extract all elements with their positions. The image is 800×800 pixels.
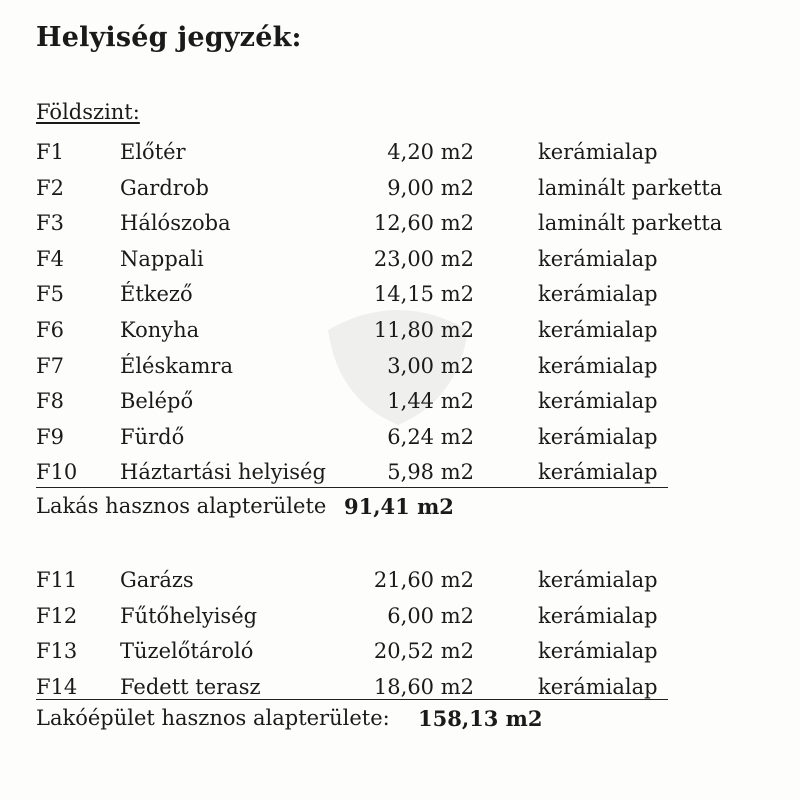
room-area: 18,60 m2 — [373, 674, 474, 699]
room-flooring: kerámialap — [538, 282, 658, 307]
room-code: F5 — [36, 282, 64, 307]
document-title: Helyiség jegyzék: — [36, 22, 302, 53]
building-total-label: Lakóépület hasznos alapterülete: — [36, 706, 390, 730]
room-area: 9,00 m2 — [387, 175, 474, 200]
room-area: 23,00 m2 — [373, 246, 474, 271]
room-name: Belépő — [120, 389, 194, 414]
room-area: 1,44 m2 — [387, 389, 474, 414]
room-name: Éléskamra — [120, 353, 233, 378]
room-flooring: kerámialap — [538, 568, 658, 592]
room-name: Garázs — [120, 568, 194, 592]
subtotal-divider — [36, 487, 668, 488]
room-area: 3,00 m2 — [387, 353, 474, 378]
room-area: 14,15 m2 — [373, 282, 474, 307]
room-row — [0, 600, 800, 636]
room-name: Háztartási helyiség — [120, 460, 326, 485]
room-flooring: kerámialap — [538, 246, 658, 271]
room-row — [0, 635, 800, 671]
room-code: F14 — [36, 674, 78, 699]
room-flooring: kerámialap — [538, 389, 658, 414]
building-total — [36, 706, 543, 731]
room-flooring: laminált parketta — [538, 175, 723, 200]
room-name: Nappali — [120, 246, 204, 271]
room-row — [0, 564, 800, 600]
room-row — [0, 385, 800, 421]
room-code: F11 — [36, 568, 78, 592]
apartment-total-label: Lakás hasznos alapterülete — [36, 494, 327, 518]
apartment-total-value: 91,41 m2 — [344, 494, 454, 519]
room-flooring: kerámialap — [538, 424, 658, 449]
room-flooring: kerámialap — [538, 460, 658, 485]
room-row — [0, 314, 800, 350]
room-row — [0, 207, 800, 243]
room-code: F3 — [36, 211, 64, 236]
room-code: F6 — [36, 317, 64, 342]
room-code: F1 — [36, 140, 64, 164]
room-name: Előtér — [120, 140, 186, 164]
room-name: Konyha — [120, 317, 200, 342]
room-name: Fedett terasz — [120, 674, 261, 699]
ground-floor-room-list — [0, 136, 800, 492]
room-flooring: kerámialap — [538, 317, 658, 342]
total-divider — [36, 699, 668, 700]
room-name: Fűtőhelyiség — [120, 603, 258, 628]
room-name: Étkező — [120, 282, 193, 307]
room-flooring: kerámialap — [538, 140, 658, 164]
section-label-ground-floor: Földszint: — [36, 100, 140, 124]
room-code: F8 — [36, 389, 64, 414]
room-flooring: laminált parketta — [538, 211, 723, 236]
room-area: 21,60 m2 — [373, 568, 474, 592]
room-row — [0, 421, 800, 457]
room-area: 12,60 m2 — [373, 211, 474, 236]
room-name: Gardrob — [120, 175, 209, 200]
room-row — [0, 243, 800, 279]
room-flooring: kerámialap — [538, 603, 658, 628]
room-code: F7 — [36, 353, 64, 378]
room-flooring: kerámialap — [538, 639, 658, 664]
room-area: 5,98 m2 — [387, 460, 474, 485]
room-name: Fürdő — [120, 424, 185, 449]
room-area: 11,80 m2 — [373, 317, 474, 342]
room-name: Hálószoba — [120, 211, 231, 236]
room-flooring: kerámialap — [538, 353, 658, 378]
room-area: 20,52 m2 — [373, 639, 474, 664]
room-row — [0, 278, 800, 314]
room-code: F10 — [36, 460, 78, 485]
room-area: 6,24 m2 — [387, 424, 474, 449]
room-row — [0, 350, 800, 386]
apartment-total — [36, 494, 454, 519]
other-room-list — [0, 564, 800, 706]
room-area: 6,00 m2 — [387, 603, 474, 628]
room-code: F13 — [36, 639, 78, 664]
room-code: F9 — [36, 424, 64, 449]
room-code: F2 — [36, 175, 64, 200]
room-area: 4,20 m2 — [387, 140, 474, 164]
room-row — [0, 172, 800, 208]
room-code: F12 — [36, 603, 78, 628]
room-row — [0, 136, 800, 172]
room-row — [0, 671, 800, 707]
room-code: F4 — [36, 246, 64, 271]
room-flooring: kerámialap — [538, 674, 658, 699]
building-total-value: 158,13 m2 — [418, 706, 543, 731]
room-name: Tüzelőtároló — [120, 639, 254, 664]
